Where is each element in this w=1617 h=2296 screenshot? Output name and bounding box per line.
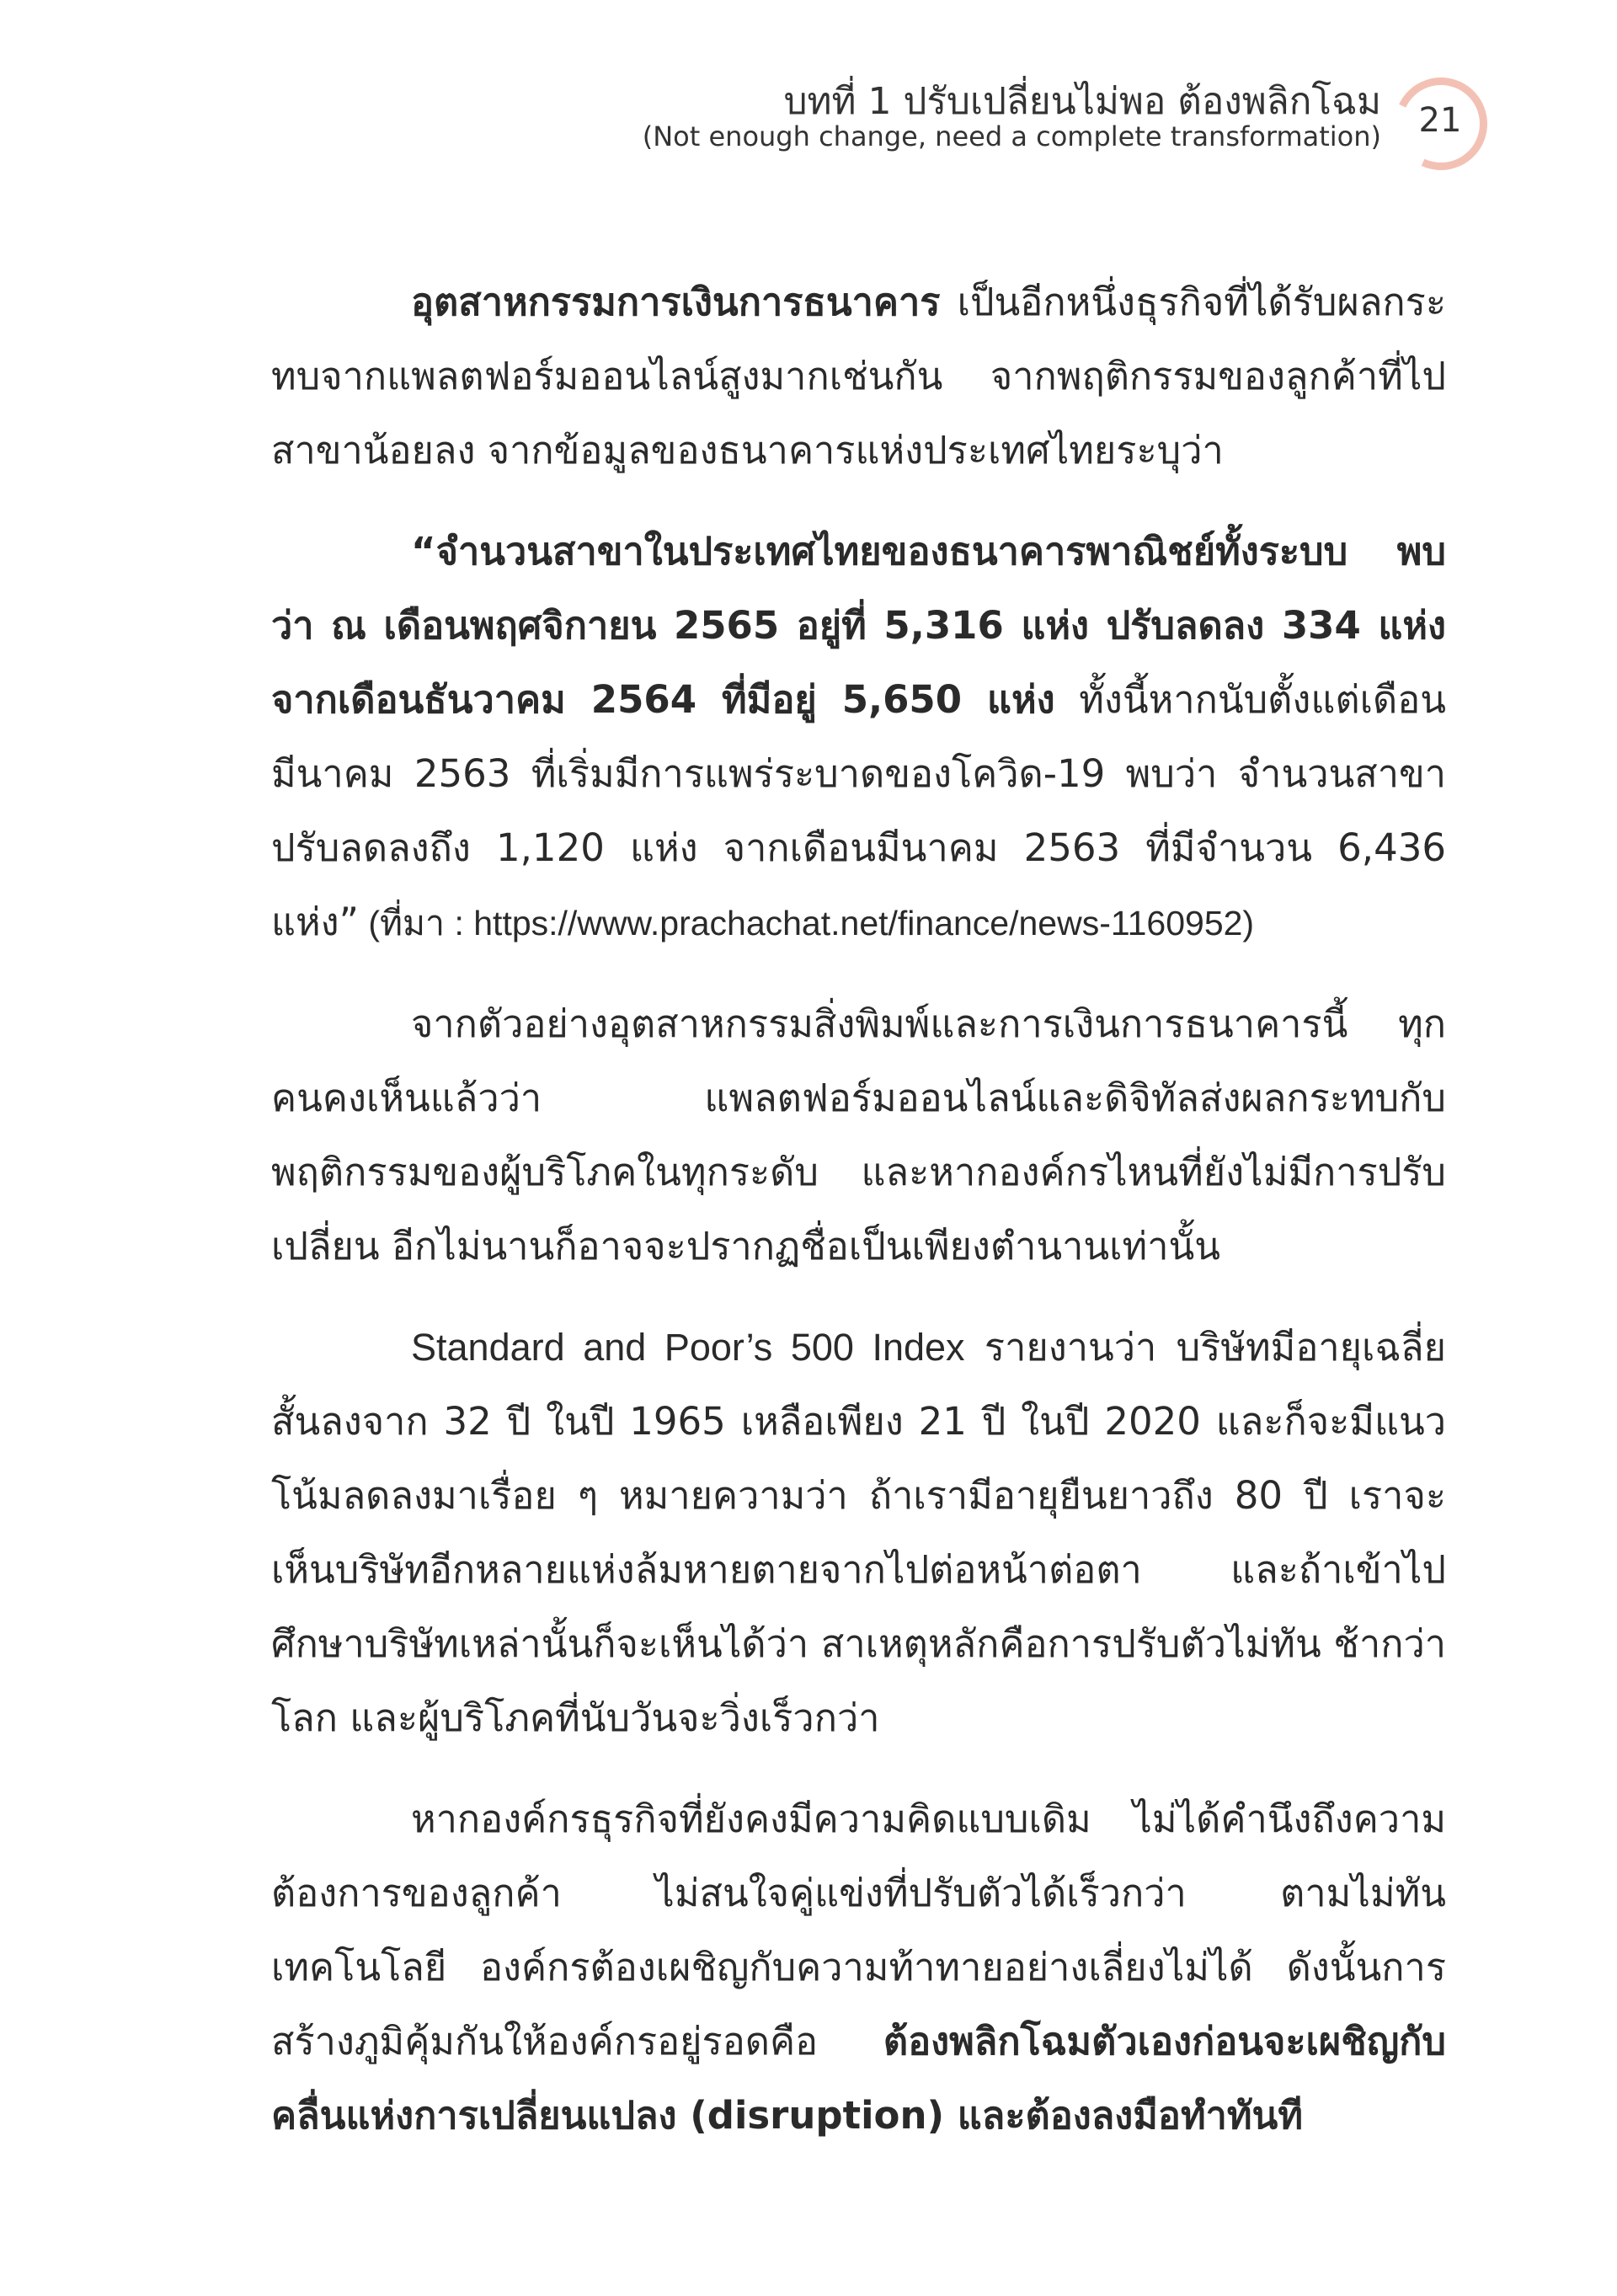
chapter-title: บทที่ 1 ปรับเปลี่ยนไม่พอ ต้องพลิกโฉม: [783, 80, 1381, 123]
paragraph-text: เป็นอีกหนึ่งธุรกิจที่ได้รับผลกระทบจากแพลตฟอร์มออนไลน์สูงมากเช่นกัน จากพฤติกรรมของลูกค้าที่ไปสาขาน้อยลง จากข้อมูลของธนาคารแห่งประเทศไทยระบุว่า: [271, 280, 1446, 473]
bold-tail-transform-now: ต้องพลิกโฉมตัวเองก่อนจะเผชิญกับคลื่นแห่งการเปลี่ยนแปลง (disruption) และต้องลงมือทำทันที: [271, 2019, 1446, 2138]
bold-lead-banking: อุตสาหกรรมการเงินการธนาคาร: [411, 280, 941, 324]
running-header: [642, 80, 1381, 153]
paragraph-banking-industry: [271, 265, 1446, 488]
paragraph-text: ทั้งนี้หากนับตั้งแต่เดือนมีนาคม 2563 ที่เริ่มมีการแพร่ระบาดของโควิด-19 พบว่า จำนวนสาขาปรับลดลงถึง 1,120 แห่ง จากเดือนมีนาคม 2563 ที่มีจำนวน 6,436 แห่ง”: [271, 677, 1446, 944]
page-number: 21: [1418, 101, 1462, 140]
sp500-index-name: Standard and Poor’s 500 Index: [411, 1326, 965, 1369]
body-text: [271, 265, 1446, 2180]
paragraph-text: รายงานว่า บริษัทมีอายุเฉลี่ยสั้นลงจาก 32 ปี ในปี 1965 เหลือเพียง 21 ปี ในปี 2020 และก็จะมีแนวโน้มลดลงมาเรื่อย ๆ หมายความว่า ถ้าเรามีอายุยืนยาวถึง 80 ปี เราจะเห็นบริษัทอีกหลายแห่งล้มหายตายจากไปต่อหน้าต่อตา และถ้าเข้าไปศึกษาบริษัทเหล่านั้นก็จะเห็นได้ว่า สาเหตุหลักคือการปรับตัวไม่ทัน ช้ากว่าโลก และผู้บริโภคที่นับวันจะวิ่งเร็วกว่า: [271, 1325, 1446, 1740]
chapter-subtitle: (Not enough change, need a complete transformation): [642, 120, 1381, 153]
paragraph-sp500-lifespan: [271, 1311, 1446, 1755]
paragraph-platform-impact: [271, 987, 1446, 1284]
paragraph-text: จากตัวอย่างอุตสาหกรรมสิ่งพิมพ์และการเงินการธนาคารนี้ ทุกคนคงเห็นแล้วว่า แพลตฟอร์มออนไลน์และดิจิทัลส่งผลกระทบกับพฤติกรรมของผู้บริโภคในทุกระดับ และหากองค์กรไหนที่ยังไม่มีการปรับเปลี่ยน อีกไม่นานก็อาจจะปรากฏชื่อเป็นเพียงตำนานเท่านั้น: [271, 1001, 1446, 1268]
paragraph-text: หากองค์กรธุรกิจที่ยังคงมีความคิดแบบเดิม ไม่ได้คำนึงถึงความต้องการของลูกค้า ไม่สนใจคู่แข่งที่ปรับตัวได้เร็วกว่า ตามไม่ทันเทคโนโลยี องค์กรต้องเผชิญกับความท้าทายอย่างเลี่ยงไม่ได้ ดังนั้นการสร้างภูมิคุ้มกันให้องค์กรอยู่รอดคือ: [271, 1797, 1446, 2064]
bold-quote-branch-statistics: “จำนวนสาขาในประเทศไทยของธนาคารพาณิชย์ทั้งระบบ พบว่า ณ เดือนพฤศจิกายน 2565 อยู่ที่ 5,316 แห่ง ปรับลดลง 334 แห่ง จากเดือนธันวาคม 2564 ที่มีอยู่ 5,650 แห่ง: [271, 529, 1446, 722]
source-citation: (ที่มา : https://www.prachachat.net/finance/news-1160952): [358, 904, 1255, 942]
paragraph-transformation-call: [271, 1782, 1446, 2153]
paragraph-bank-branch-quote: [271, 515, 1446, 960]
